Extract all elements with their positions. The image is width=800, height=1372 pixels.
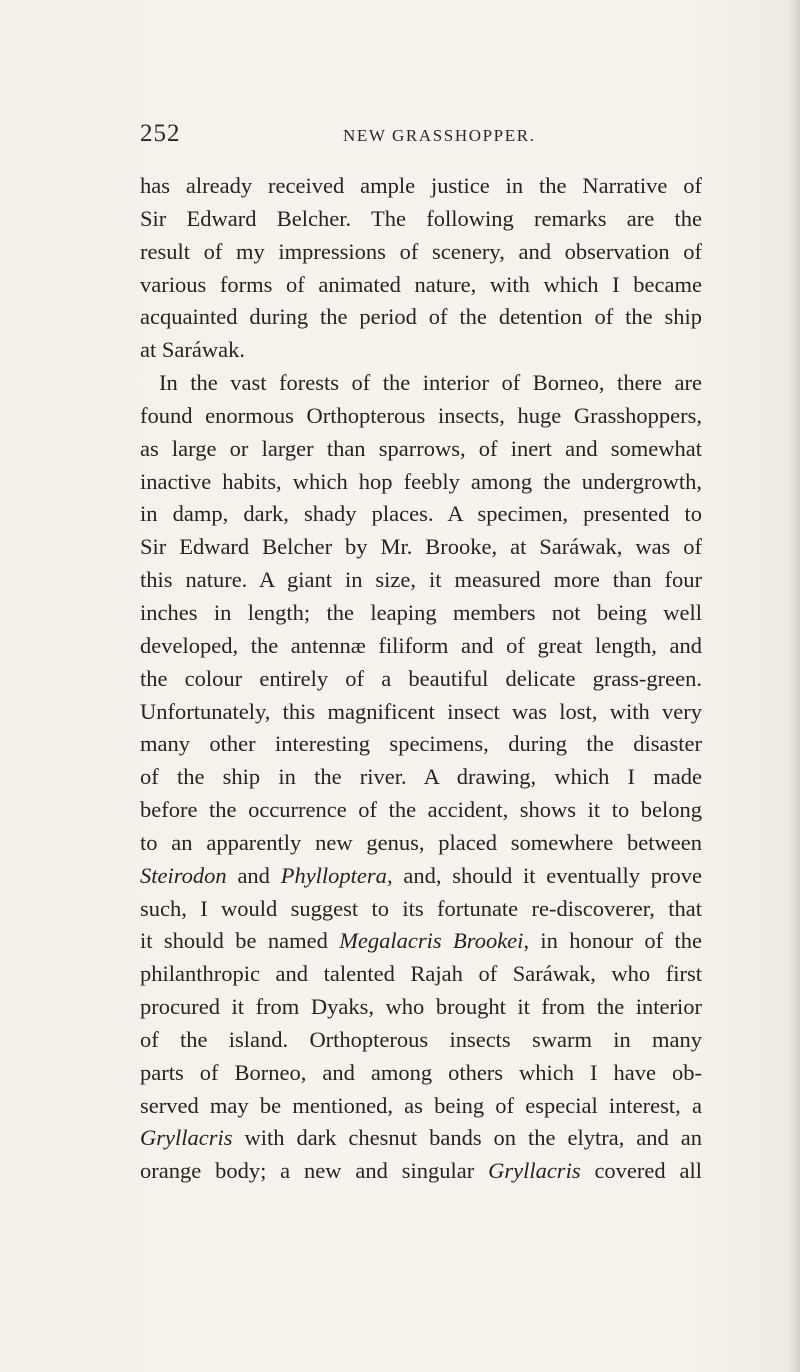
text-line [140,1155,702,1188]
text-line [140,170,702,203]
text-segment: philanthropic and talented Rajah of Saráwak, who first [140,961,702,987]
text-segment: of the ship in the river. A drawing, which I made [140,764,702,790]
text-segment: of the island. Orthopterous insects swarm in many [140,1026,702,1052]
text-segment: Sir Edward Belcher by Mr. Brooke, at Saráwak, was of [140,534,702,560]
text-line [140,663,702,696]
running-head: NEW GRASSHOPPER. [343,126,536,145]
text-segment: covered all [580,1158,702,1184]
text-segment: developed, the antennæ filiform and of great length, and [140,632,702,658]
text-line [140,498,702,531]
text-line [140,236,702,269]
text-line [140,531,702,564]
text-line [140,893,702,926]
text-line [140,334,702,367]
text-line [140,958,702,991]
text-line [140,269,702,302]
text-segment: In the vast forests of the interior of Borneo, there are [159,370,702,396]
italic-term: Phylloptera [280,862,387,888]
text-line [140,466,702,499]
text-segment: acquainted during the period of the detention of the ship [140,304,702,330]
body-text [140,170,702,1188]
text-segment: found enormous Orthopterous insects, huge Grasshoppers, [140,402,702,428]
text-line [140,301,702,334]
text-segment: has already received ample justice in the Narrative of [140,173,702,198]
page-header [140,120,700,160]
text-segment: and [226,862,281,888]
text-line [140,761,702,794]
text-segment: Sir Edward Belcher. The following remarks are the [140,205,702,231]
text-line [140,433,702,466]
text-line [140,1024,702,1057]
text-segment: this nature. A giant in size, it measured more than four [140,567,702,593]
italic-term: Steirodon [140,862,227,888]
page-edge-shadow [786,0,800,1372]
text-segment: in damp, dark, shady places. A specimen, presented to [140,501,702,527]
text-line [140,925,702,958]
text-line [140,696,702,729]
text-segment: served may be mentioned, as being of especial interest, a [140,1092,702,1118]
text-segment: at Saráwak. [140,337,245,363]
text-line [140,794,702,827]
text-line [140,991,702,1024]
italic-term: Gryllacris [488,1158,581,1184]
text-segment: before the occurrence of the accident, shows it to belong [140,797,702,823]
text-line [140,203,702,236]
text-segment: , in honour of the [523,928,702,954]
text-segment: orange body; a new and singular [140,1158,489,1184]
text-line [140,728,702,761]
text-segment: to an apparently new genus, placed somewhere between [140,829,702,855]
text-segment: inches in length; the leaping members not being well [140,599,702,625]
text-line [140,564,702,597]
text-segment: as large or larger than sparrows, of inert and somewhat [140,435,702,461]
text-segment: various forms of animated nature, with which I became [140,271,702,297]
text-segment: parts of Borneo, and among others which I have ob- [140,1059,702,1085]
text-line [140,827,702,860]
text-line [140,860,702,893]
text-segment: such, I would suggest to its fortunate re-discoverer, that [140,895,702,921]
italic-term: Gryllacris [140,1125,233,1151]
text-segment: inactive habits, which hop feebly among the undergrowth, [140,468,702,494]
text-segment: it should be named [140,928,340,954]
text-line [140,1057,702,1090]
italic-term: Megalacris Brookei [339,928,524,954]
text-segment: , and, should it eventually prove [386,862,702,888]
text-line [140,1090,702,1123]
text-line [140,1122,702,1155]
text-segment: many other interesting specimens, during the disaster [140,731,702,757]
text-segment: Unfortunately, this magnificent insect was lost, with very [140,698,702,724]
text-line [140,597,702,630]
text-segment: with dark chesnut bands on the elytra, and an [232,1125,702,1151]
text-segment: the colour entirely of a beautiful delicate grass-green. [140,665,702,691]
text-segment: procured it from Dyaks, who brought it from the interior [140,994,702,1020]
text-line [140,630,702,663]
page-number: 252 [140,120,181,147]
text-segment: result of my impressions of scenery, and observation of [140,238,702,264]
text-line [140,400,702,433]
text-line [140,367,702,400]
